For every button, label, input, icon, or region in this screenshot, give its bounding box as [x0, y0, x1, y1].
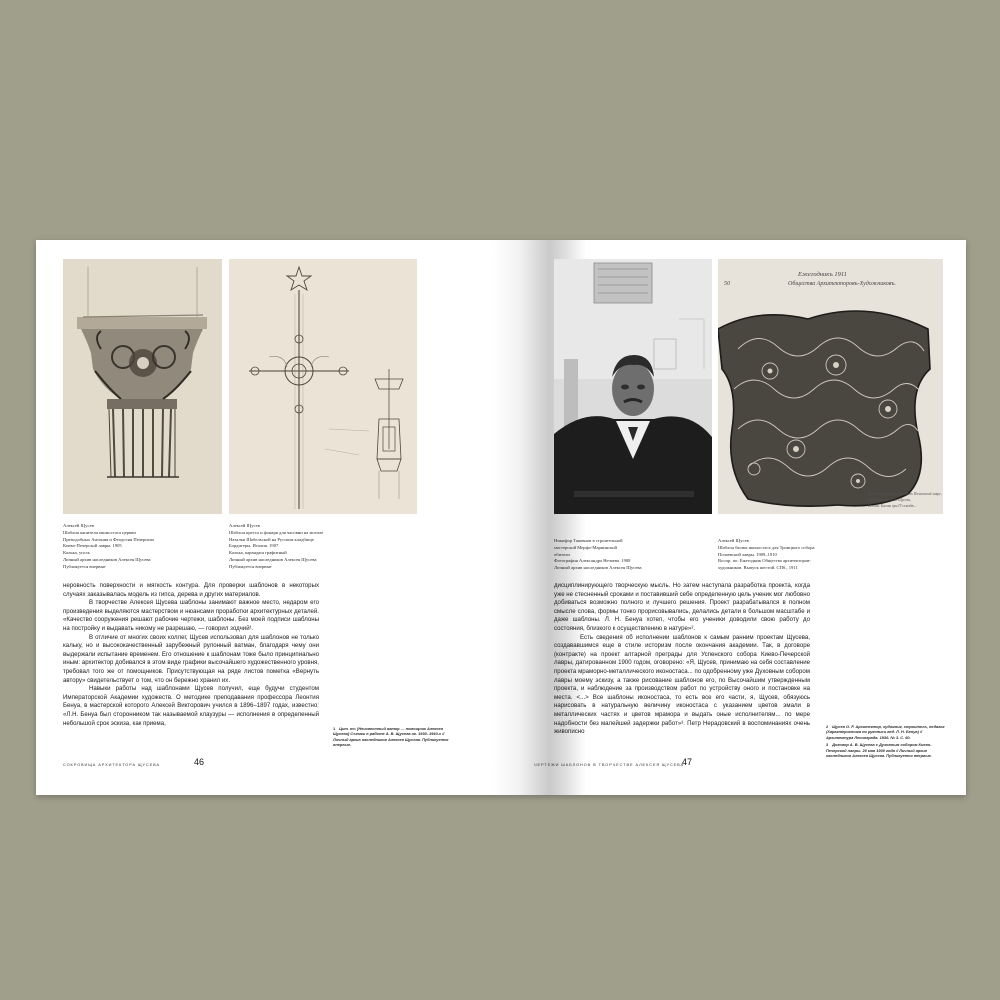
left-footnotes — [333, 726, 455, 748]
caption-line: художников. Выпуск шестой. СПб., 1911 — [718, 565, 798, 571]
paragraph: Навыки работы над шаблонами Щусев получил, еще будучи студентом Императорской Академии художеств. О методике преподавания профессора Леонтия Бенуа, в мастерской которого Алексей Викторович учился в 1896–1897 годах, известно: «Л.Н. Бенуа был сторонником так называемой клаузуры — исполнения в определенный небольшой срок эскиза, как приема, — [63, 685, 319, 727]
caption-line: Киево-Печерской лавры. 1905 — [63, 543, 122, 549]
caption-line: Бордигеры. Италия. 1907 — [229, 543, 279, 549]
right-page — [506, 240, 966, 795]
basma-template-print — [718, 259, 943, 514]
running-head: СОКРОВИЩА АРХИТЕКТОРА ЩУСЕВА — [63, 762, 160, 767]
footnote-text: Цит. по: [Неизвестный автор — помощник Алексея Щусева] Съемки в работе А. В. Щусева ок. 1930–1940-х // Личный архив наследников Алексея Щусева. Публикуется впервые. — [333, 726, 449, 748]
page-number: 47 — [682, 757, 693, 767]
print-caption-line: Шаблонъ арх. А. В. Щусева, — [868, 498, 911, 502]
print-caption-line: Деталь иконостаса храма въ Почаевской лавре, — [868, 492, 942, 496]
caption-line: Личный архив наследников Алексея Щусева — [63, 556, 151, 562]
print-caption-line: Исполн. Басмы при IV съѣздѣ... — [868, 504, 917, 508]
paragraph: неровность поверхности и мягкость контура. Для проверки шаблонов в некоторых случаях заказывалась модель из гипса, дерева и других материалов. — [63, 582, 319, 598]
caption-line: Натальи Шабельской на Русском кладбище — [229, 536, 314, 542]
paragraph: В отличие от многих своих коллег, Щусев использовал для шаблонов не только кальку, но и высококачественный зарубежный рулонный ватман, благодаря чему они выдержали испытание временем. Его отношение к шаблонам тоже было принципиально иным: архитектор добивался в этом виде графики высочайшего художественного уровня, требовал того же от помощников. Присутствующая на ряде листов пометка «Вернуть автору» свидетельствует о том, что он бережно хранил их. — [63, 633, 319, 684]
workshop-portrait-photo — [554, 259, 712, 514]
print-subheader: Общества Архитекторовъ-Художниковъ. — [788, 281, 896, 287]
footnote — [826, 724, 946, 740]
footnote-text: Щусев О. Р. Архитектор, художник, строитель, педагог (Характеристика по рукописи вед. Л. Н. Бенуа) // Архитектура Ленинграда. 1936. № 3. С. 60. — [826, 724, 945, 740]
caption-line: Шаблон креста и фонаря для часовни на могиле — [229, 529, 324, 535]
caption-line: Алексей Щусев — [718, 538, 749, 543]
footnote-number: 2 — [826, 724, 829, 729]
caption-line: мастерской Мерфо-Мариинской — [554, 544, 617, 550]
caption-line: Алексей Щусев — [229, 523, 260, 528]
caption-line: Калька, уголь — [63, 550, 90, 556]
paragraph: В творчестве Алексея Щусева шаблоны занимают важное место, недаром его произведения выделяются мастерством и нюансами проработки архитектурных деталей. «Качество сооружения решают рабочие чертежи, шаблоны. Без моей подписи шаблоны на постройку и выдавать никому не разрешаю, — говорил зодчий¹. — [63, 599, 319, 632]
footnote — [333, 726, 455, 748]
caption-line: Шаблон басмы иконостаса для Троицкого собора — [718, 544, 815, 550]
caption-line: Личный архив наследников Алексея Щусева — [229, 556, 317, 562]
caption-line: Почаевской лавры. 1909–1910 — [718, 551, 777, 557]
caption-line: Публикуется впервые — [229, 563, 272, 569]
caption-line: Личный архив наследников Алексея Щусева — [554, 565, 642, 571]
footnote-text: Договор А. В. Щусева с Духовным собором Киево-Печерской лавры. 20 мая 1900 года // Личный архив наследников Алексея Щусева. Публикуется впервые. — [826, 742, 932, 759]
cross-lantern-caption — [229, 523, 323, 571]
print-page-number: 50 — [724, 281, 730, 287]
footnote-number: 3 — [826, 742, 829, 748]
left-body-text — [63, 582, 319, 728]
running-head: ЧЕРТЕЖИ ШАБЛОНОВ В ТВОРЧЕСТВЕ АЛЕКСЕЯ ЩУСЕВА — [534, 762, 685, 767]
footnote — [826, 742, 946, 758]
basma-caption — [718, 538, 815, 572]
caption-line: Калька, карандаш графитный — [229, 550, 287, 556]
capital-sketch-image — [63, 259, 222, 514]
print-header: Ежегодникъ 1911 — [798, 271, 847, 278]
right-footnotes — [826, 724, 946, 758]
footnote-number: 1 — [333, 726, 336, 731]
right-body-text — [554, 582, 810, 737]
paragraph: дисциплинирующего творческую мысль. Но затем наступала разработка проекта, когда уже не стесненный сроками и поставивший себе определенную цель ученик мог любовно добиваться возможно полного и лучшего решения. Проект разрабатывался в полном смысле слова, формы тонко прорисовывались, делались детали в большом масштабе и даже шаблоны. Л. Н. Бенуа хотел, чтобы его ученики доводили свою работу до состояния, близкого к осуществлению в натуре»². — [554, 582, 810, 632]
paragraph: Есть сведения об исполнении шаблонов к самым ранним проектам Щусева, создававшимся еще в стиле историзм после окончания академии. Так, в договоре (контракте) на проект алтарной преграды для Успенского собора Киево-Печерской лавры, датированном 1900 годом, оговорено: «Я, Щусев, принимаю на себя составление проекта мраморно-металлического иконостаса... по одобренному уже Духовным собором лавры моему эскизу, а также рисование шаблонов его, по Высочайшим утвержденным проекта, и наблюдение за производством работ по устройству оного и постановке на места. <...> Все шаблоны иконостаса, то есть все его части, я, Щусев, обязуюсь нарисовать в натуральную величину иконостаса с указанием цветов эмали в металлических частях и цветов мрамора и выдать оные исполнителям... по мере надобности без малейшей задержки работ»³. Петр Нерадовский в воспоминаниях очень живописно — [554, 633, 810, 736]
caption-line: Никифор Таковнов в строительной — [554, 538, 623, 543]
portrait-caption — [554, 538, 642, 572]
caption-line: Публикуется впервые — [63, 563, 106, 569]
book-spread — [36, 240, 966, 795]
left-page — [36, 240, 506, 795]
caption-line: Шаблон капители иконостаса церкви — [63, 529, 136, 535]
caption-line: Преподобных Антония и Феодосия Печерских — [63, 536, 155, 542]
cross-lantern-sketch-image — [229, 259, 417, 514]
caption-line: Воспр. по: Ежегодник Общества архитекторов- — [718, 558, 811, 564]
caption-line: Алексей Щусев — [63, 523, 94, 528]
capital-sketch-caption — [63, 523, 154, 571]
caption-line: Фотография Александра Нечаева. 1908 — [554, 558, 631, 564]
caption-line: обители — [554, 551, 570, 557]
page-number: 46 — [194, 757, 205, 767]
